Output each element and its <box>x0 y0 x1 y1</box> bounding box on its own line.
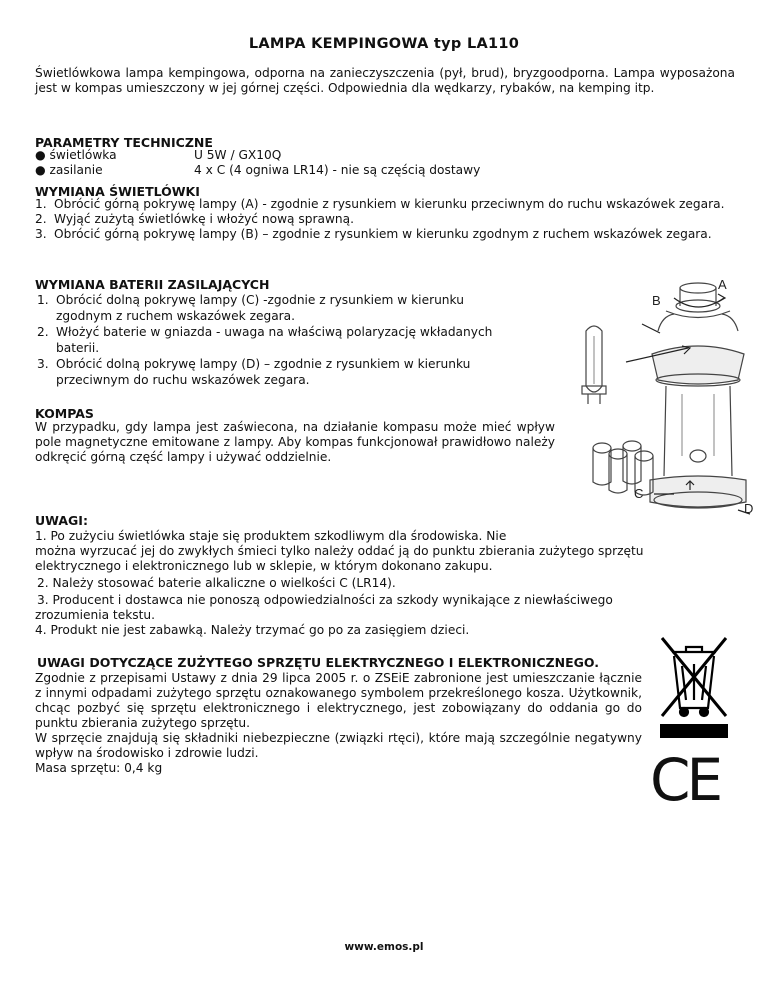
ce-mark-icon: CE <box>650 746 720 814</box>
step-text: Obrócić dolną pokrywę lampy (C) -zgodnie z rysunkiem w kierunku zgodnym z ruchem wskazówek zegara. <box>56 293 464 323</box>
compass-paragraph: W przypadku, gdy lampa jest zaświecona, na działanie kompasu może mieć wpływ pole magnetyczne emitowane z lampy. Aby kompas funkcjonował prawidłowo należy odkręcić górną część lampy i używać oddzielnie. <box>35 420 555 464</box>
footer-url: www.emos.pl <box>344 941 424 953</box>
warning-1-c: elektrycznego i elektronicznego lub w sklepie, w którym dokonano zakupu. <box>35 559 493 573</box>
list-item <box>35 212 740 227</box>
param-row-bulb <box>35 148 281 163</box>
step-number: 2. <box>37 325 49 339</box>
warning-3-b: zrozumienia tekstu. <box>35 608 155 622</box>
warning-2: 2. Należy stosować baterie alkaliczne o wielkości C (LR14). <box>37 576 396 590</box>
list-item <box>37 324 517 356</box>
bulb-steps <box>35 197 740 242</box>
list-item <box>35 227 740 242</box>
lamp-illustration <box>578 276 758 522</box>
params-heading: PARAMETRY TECHNICZNE <box>35 135 213 150</box>
step-number: 3. <box>35 227 47 241</box>
document-title: LAMPA KEMPINGOWA typ LA110 <box>248 36 520 52</box>
list-item <box>37 292 517 324</box>
param-value: U 5W / GX10Q <box>194 148 282 162</box>
label-c: C <box>634 486 644 501</box>
compass-heading: KOMPAS <box>35 406 94 421</box>
label-d: D <box>744 501 754 516</box>
warning-3-a: 3. Producent i dostawca nie ponoszą odpowiedzialności za szkody wynikające z niewłaściwego <box>37 593 613 607</box>
warnings-heading: UWAGI: <box>35 513 88 528</box>
mass-text: Masa sprzętu: 0,4 kg <box>35 761 163 775</box>
intro-paragraph: Świetlówkowa lampa kempingowa, odporna na zanieczyszczenia (pył, brud), bryzgoodporna. Lampa wyposażona jest w kompas umieszczony w jej górnej części. Odpowiednia dla wędkarzy, rybaków, na kemping itp. <box>35 66 735 95</box>
step-text: Włożyć baterie w gniazda - uwaga na właściwą polaryzację wkładanych baterii. <box>56 325 493 355</box>
label-b: B <box>652 293 661 308</box>
weee-hazard-paragraph: W sprzęcie znajdują się składniki niebezpieczne (związki rtęci), które mają szczególnie negatywny wpływ na środowisko i zdrowie ludzi. <box>35 731 642 760</box>
param-value: 4 x C (4 ogniwa LR14) - nie są częścią dostawy <box>194 163 481 177</box>
battery-heading: WYMIANA BATERII ZASILAJĄCYCH <box>35 277 270 292</box>
param-key: ● zasilanie <box>35 163 103 177</box>
step-number: 1. <box>37 293 49 307</box>
list-item <box>37 356 517 388</box>
warning-1-a: 1. Po zużyciu świetlówka staje się produktem szkodliwym dla środowiska. Nie <box>35 529 507 543</box>
warning-1-b: można wyrzucać jej do zwykłych śmieci tylko należy oddać ją do punktu zbierania zużytego sprzętu <box>35 544 644 558</box>
warning-4: 4. Produkt nie jest zabawką. Należy trzymać go po za zasięgiem dzieci. <box>35 623 470 637</box>
step-number: 2. <box>35 212 47 226</box>
weee-heading: UWAGI DOTYCZĄCE ZUŻYTEGO SPRZĘTU ELEKTRYCZNEGO I ELEKTRONICZNEGO. <box>37 655 599 670</box>
label-a: A <box>718 277 727 292</box>
step-text: Obrócić górną pokrywę lampy (A) - zgodnie z rysunkiem w kierunku przeciwnym do ruchu wskazówek zegara. <box>54 197 725 211</box>
weee-bin-icon <box>656 632 732 740</box>
step-number: 3. <box>37 357 49 371</box>
bulb-heading: WYMIANA ŚWIETLÓWKI <box>35 184 200 199</box>
step-text: Obrócić dolną pokrywę lampy (D) – zgodnie z rysunkiem w kierunku przeciwnym do ruchu wskazówek zegara. <box>56 357 471 387</box>
battery-steps <box>37 292 517 388</box>
step-text: Wyjąć zużytą świetlówkę i włożyć nową sprawną. <box>54 212 354 226</box>
param-row-power <box>35 163 480 178</box>
step-text: Obrócić górną pokrywę lampy (B) – zgodnie z rysunkiem w kierunku zgodnym z ruchem wskazówek zegara. <box>54 227 712 241</box>
param-key: ● świetlówka <box>35 148 117 162</box>
weee-paragraph: Zgodnie z przepisami Ustawy z dnia 29 lipca 2005 r. o ZSEiE zabronione jest umieszczanie łącznie z innymi odpadami zużytego sprzętu oznakowanego symbolem przekreślonego kosza. Użytkownik, chcąc pozbyć się sprzętu elektronicznego i elektrycznego, jest zobowiązany do oddania go do punktu zbierania zużytego sprzętu. <box>35 671 642 730</box>
step-number: 1. <box>35 197 47 211</box>
list-item <box>35 197 740 212</box>
